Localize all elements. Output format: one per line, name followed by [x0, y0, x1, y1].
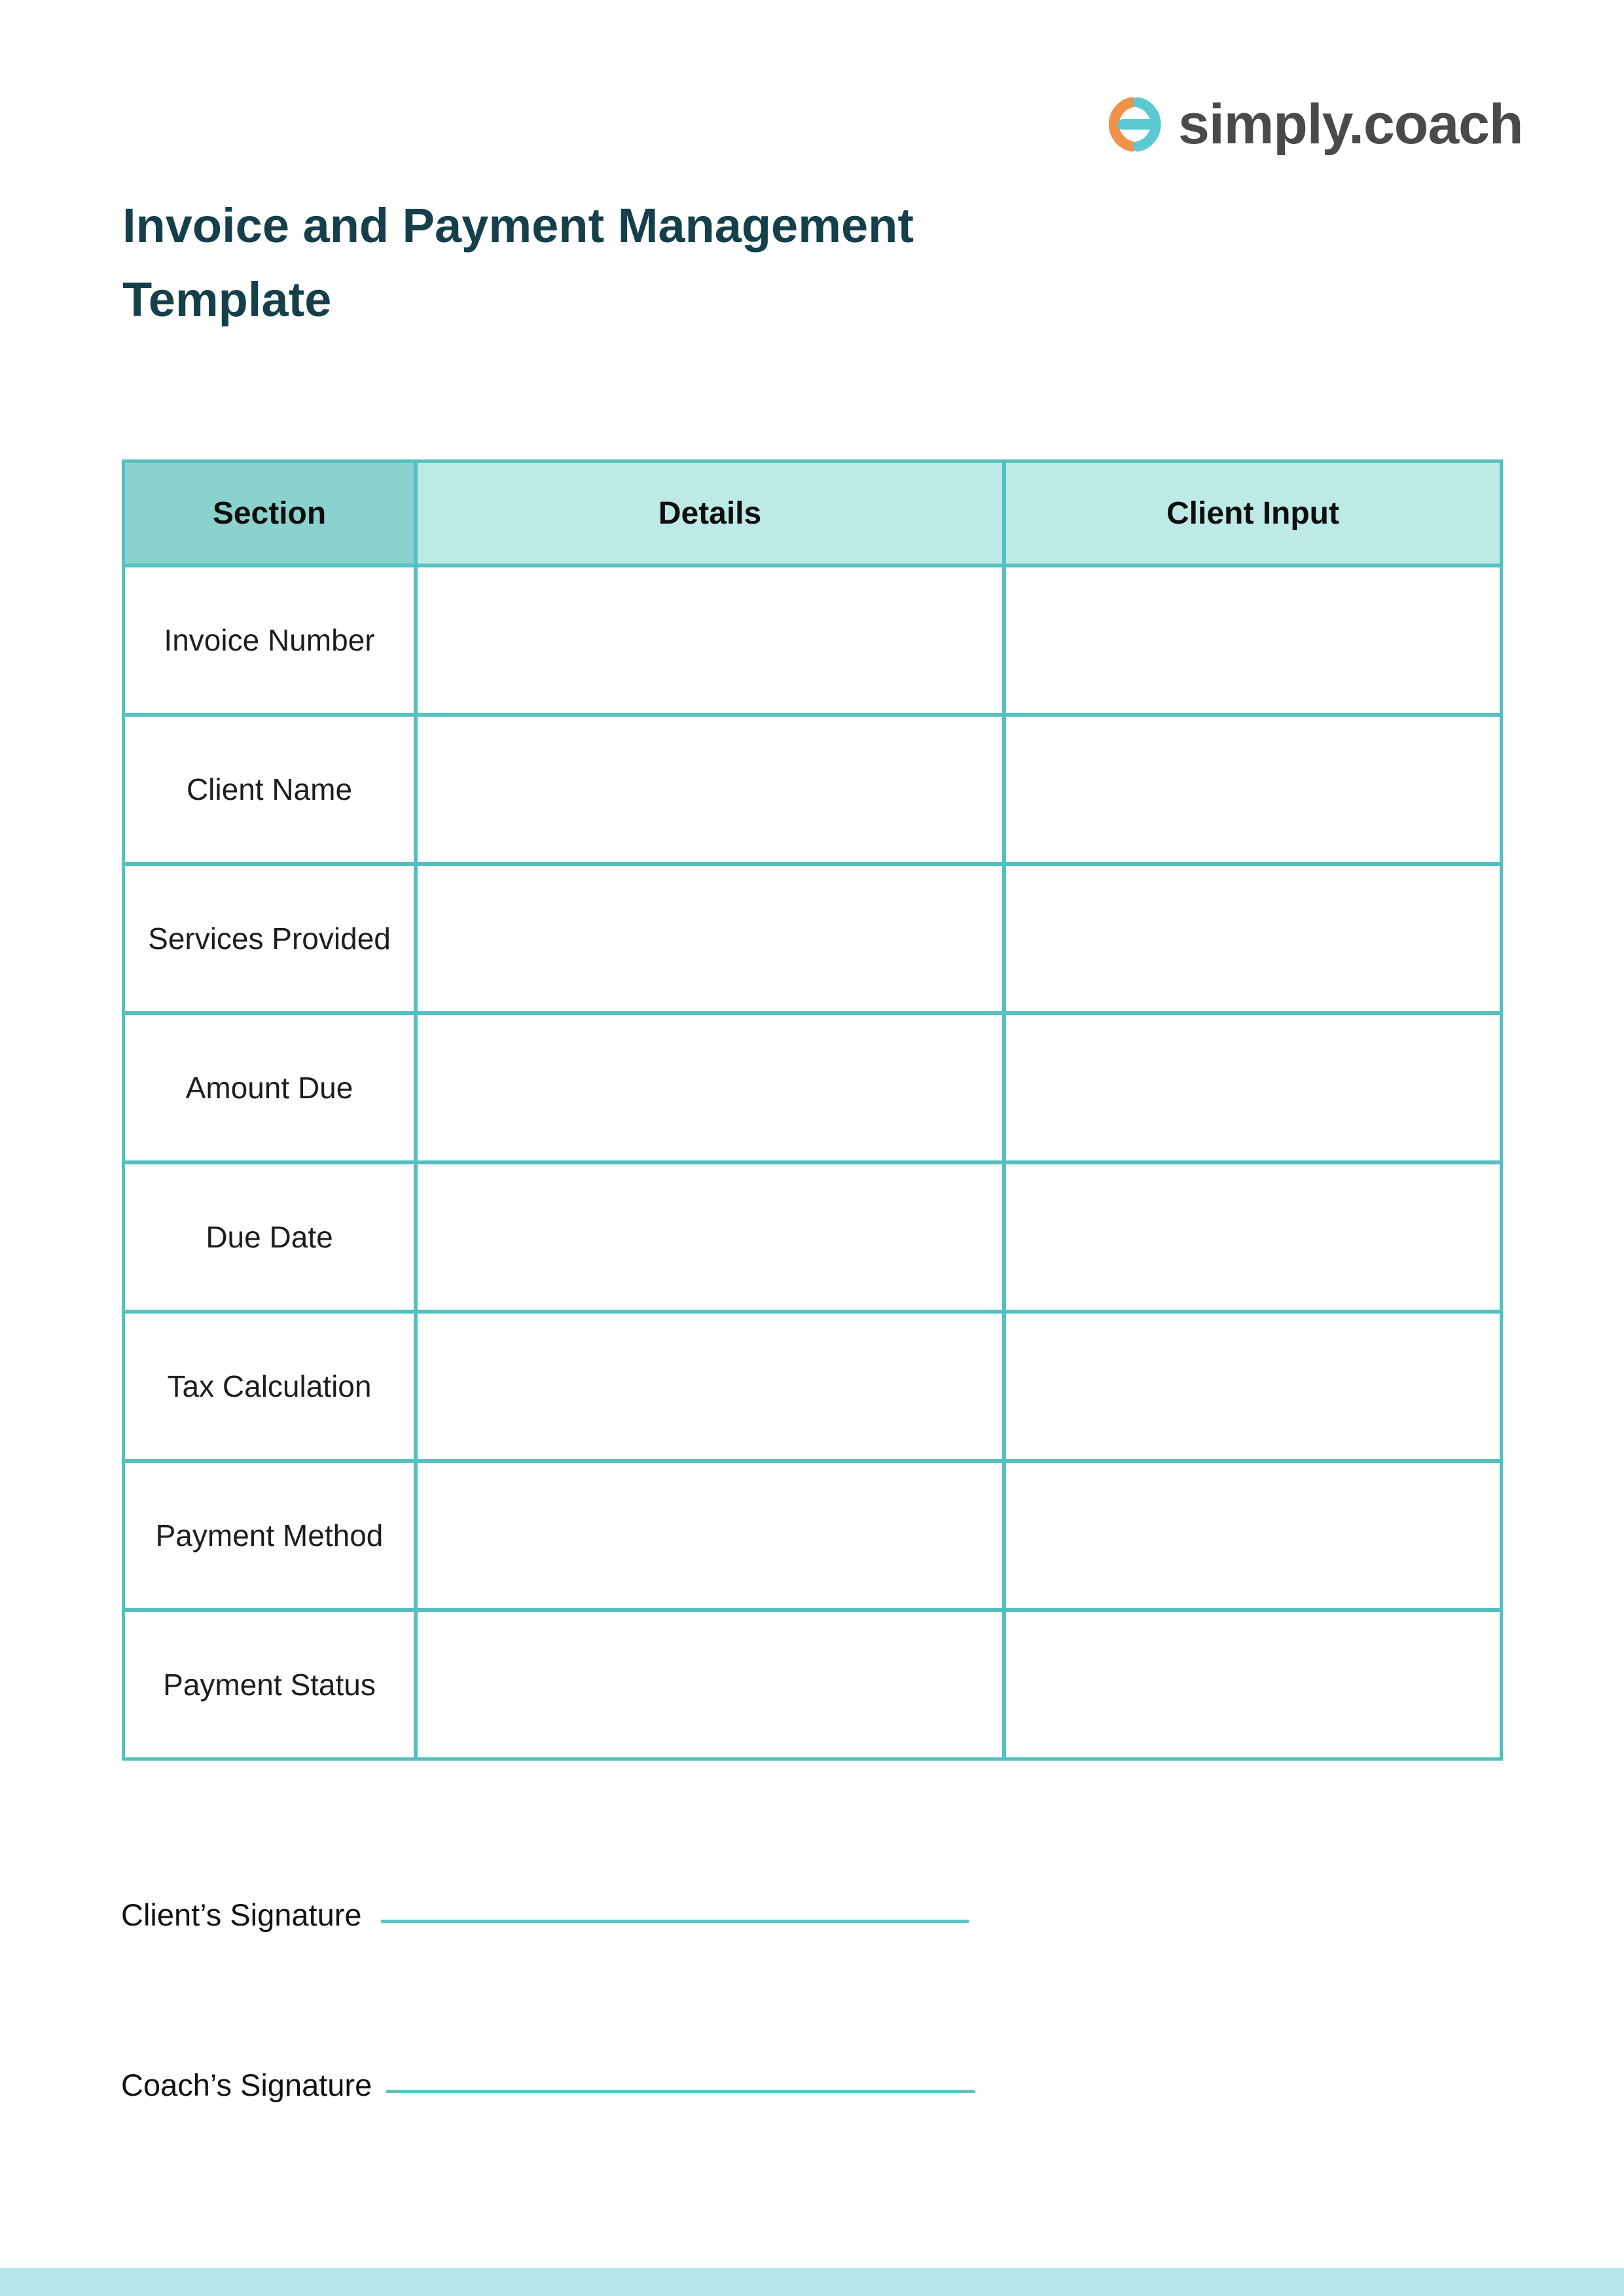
column-header-section: Section: [123, 461, 416, 565]
section-label: Tax Calculation: [123, 1312, 416, 1461]
client-input-cell: [1004, 1461, 1502, 1610]
column-header-client-input: Client Input: [1004, 461, 1502, 565]
details-cell: [416, 1461, 1004, 1610]
section-label: Services Provided: [123, 864, 416, 1013]
details-cell: [416, 715, 1004, 864]
column-header-details: Details: [416, 461, 1004, 565]
client-input-cell: [1004, 864, 1502, 1013]
page-title-line1: Invoice and Payment Management: [122, 198, 914, 253]
section-label: Amount Due: [123, 1013, 416, 1162]
section-label: Payment Status: [123, 1610, 416, 1759]
brand-logo: [1106, 92, 1523, 157]
section-label: Invoice Number: [123, 565, 416, 715]
coach-signature-label: Coach’s Signature: [121, 2068, 372, 2102]
client-input-cell: [1004, 565, 1502, 715]
client-input-cell: [1004, 1610, 1502, 1759]
section-label: Due Date: [123, 1162, 416, 1312]
client-input-cell: [1004, 1013, 1502, 1162]
client-signature-label: Client’s Signature: [121, 1897, 362, 1932]
client-input-cell: [1004, 715, 1502, 864]
details-cell: [416, 565, 1004, 715]
client-input-cell: [1004, 1312, 1502, 1461]
page-title: [122, 188, 914, 336]
coach-signature-line: [386, 2090, 975, 2093]
client-signature-line: [381, 1920, 969, 1923]
details-cell: [416, 1610, 1004, 1759]
details-cell: [416, 1312, 1004, 1461]
section-label: Payment Method: [123, 1461, 416, 1610]
simply-coach-logo-icon: [1106, 96, 1161, 153]
page-title-line2: Template: [122, 272, 332, 327]
brand-name: simply.coach: [1178, 93, 1523, 156]
section-label: Client Name: [123, 715, 416, 864]
details-cell: [416, 1013, 1004, 1162]
invoice-table: [122, 459, 1503, 1761]
client-input-cell: [1004, 1162, 1502, 1312]
details-cell: [416, 864, 1004, 1013]
details-cell: [416, 1162, 1004, 1312]
footer-accent-bar: [0, 2268, 1624, 2296]
